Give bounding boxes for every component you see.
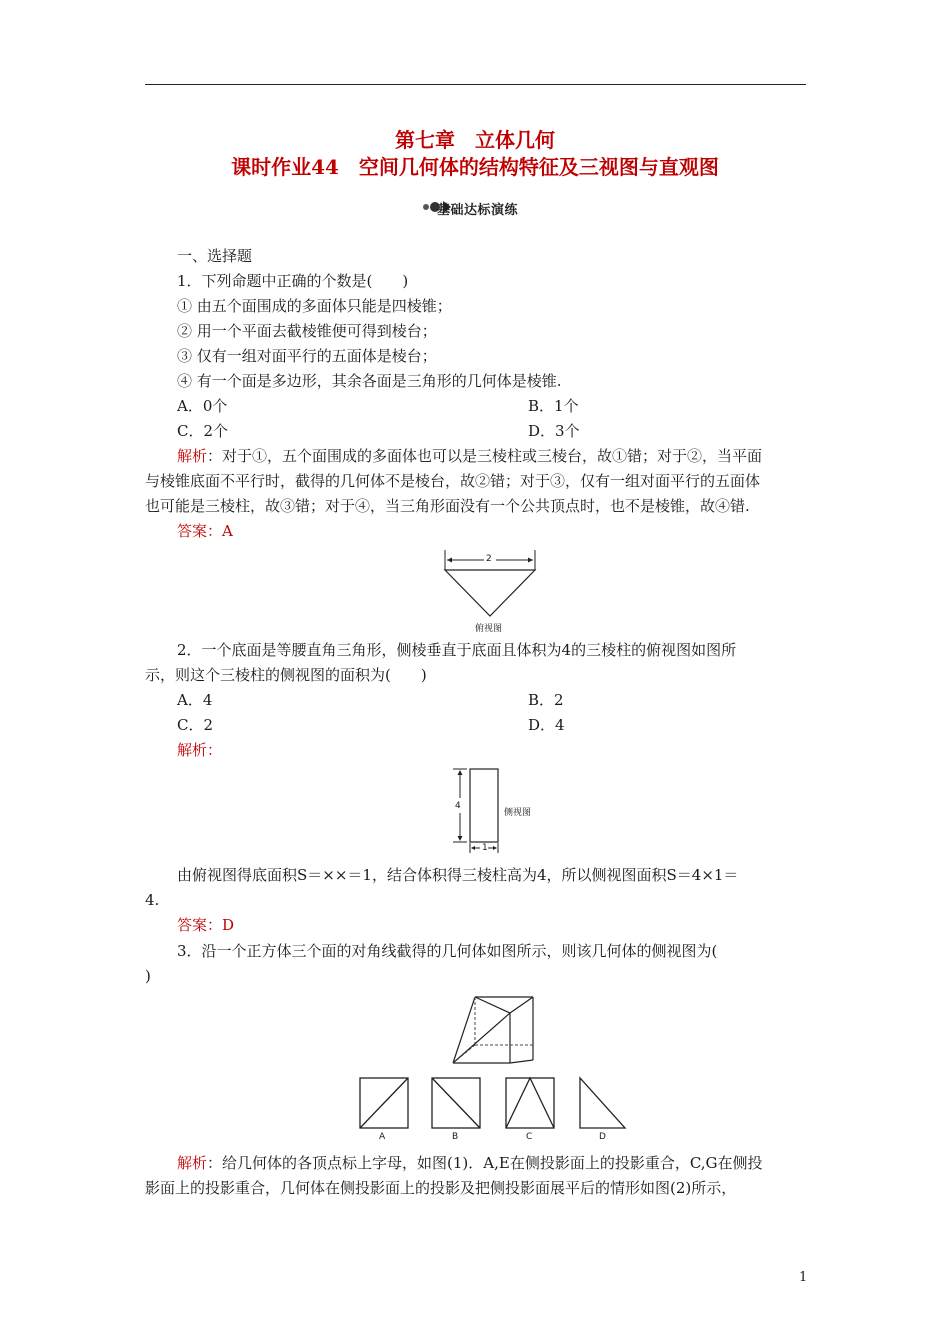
q1-option-b: B．1个 bbox=[528, 397, 579, 415]
q1-analysis-label: 解析 bbox=[177, 447, 208, 465]
q2-solution-line-1: 由俯视图得底面积S＝××＝1，结合体积得三棱柱高为4，所以侧视图面积S＝4×1＝ bbox=[177, 866, 739, 884]
q2-option-a: A．4 bbox=[177, 691, 213, 709]
solid-figure bbox=[445, 995, 545, 1067]
q1-item-3: ③ 仅有一组对面平行的五面体是棱台； bbox=[177, 347, 437, 365]
section-banner: 基础达标演练 bbox=[437, 203, 519, 218]
q2-option-b: B．2 bbox=[528, 691, 564, 709]
q2-option-d: D．4 bbox=[528, 716, 565, 734]
side-view-caption: 侧视图 bbox=[504, 808, 532, 818]
q2-stem-line-2: 示，则这个三棱柱的侧视图的面积为( ) bbox=[145, 666, 427, 684]
side-view-width-label: 1 bbox=[482, 843, 488, 853]
choice-d-label: D bbox=[599, 1132, 606, 1142]
q1-item-2: ② 用一个平面去截棱锥便可得到棱台； bbox=[177, 322, 437, 340]
lesson-title: 课时作业44 空间几何体的结构特征及三视图与直观图 bbox=[231, 155, 719, 179]
section-heading: 一、选择题 bbox=[177, 247, 253, 265]
choice-a-label: A bbox=[379, 1132, 386, 1142]
choice-c-label: C bbox=[526, 1132, 533, 1142]
choice-a-shape bbox=[360, 1078, 408, 1128]
q3-analysis-line-2: 影面上的投影重合，几何体在侧投影面上的投影及把侧投影面展平后的情形如图(2)所示， bbox=[145, 1179, 737, 1197]
choice-d-shape bbox=[580, 1078, 625, 1128]
q1-option-a: A．0个 bbox=[177, 397, 228, 415]
choice-b-shape bbox=[432, 1078, 480, 1128]
page-number: 1 bbox=[799, 1270, 808, 1285]
side-view-figure bbox=[450, 767, 510, 855]
side-view-height-label: 4 bbox=[455, 801, 461, 811]
choice-b-label: B bbox=[452, 1132, 459, 1142]
chapter-title: 第七章 立体几何 bbox=[395, 128, 555, 152]
q1-stem: 1．下列命题中正确的个数是( ) bbox=[177, 272, 409, 290]
q1-analysis-line-2: 与棱锥底面不平行时，截得的几何体不是棱台，故②错；对于③，仅有一组对面平行的五面体 bbox=[145, 472, 761, 490]
choice-figures bbox=[355, 1075, 635, 1155]
q3-analysis-text-1: ：给几何体的各顶点标上字母，如图(1)．A,E在侧投影面上的投影重合，C,G在侧投 bbox=[207, 1154, 763, 1172]
q1-analysis-text-1: ：对于①，五个面围成的多面体也可以是三棱柱或三棱台，故①错；对于②，当平面 bbox=[207, 447, 763, 465]
q1-item-1: ① 由五个面围成的多面体只能是四棱锥； bbox=[177, 297, 452, 315]
q2-solution-line-2: 4. bbox=[145, 891, 160, 909]
q3-stem-line-1: 3．沿一个正方体三个面的对角线截得的几何体如图所示，则该几何体的侧视图为( bbox=[177, 942, 718, 960]
q3-stem-line-2: ) bbox=[145, 967, 151, 985]
top-view-dim-label: 2 bbox=[486, 554, 492, 564]
q1-analysis-line-1 bbox=[177, 445, 762, 467]
q1-option-c: C．2个 bbox=[177, 422, 229, 440]
choice-c-shape bbox=[506, 1078, 554, 1128]
q3-analysis-line-1 bbox=[177, 1152, 763, 1174]
top-view-caption: 俯视图 bbox=[475, 624, 503, 634]
q1-item-4: ④ 有一个面是多边形，其余各面是三角形的几何体是棱锥. bbox=[177, 372, 562, 390]
q3-analysis-label: 解析 bbox=[177, 1154, 208, 1172]
q2-answer: 答案：D bbox=[177, 916, 235, 934]
q1-option-d: D．3个 bbox=[528, 422, 580, 440]
q2-stem-line-1: 2．一个底面是等腰直角三角形，侧棱垂直于底面且体积为4的三棱柱的俯视图如图所 bbox=[177, 641, 737, 659]
q2-option-c: C．2 bbox=[177, 716, 214, 734]
q1-answer: 答案：A bbox=[177, 522, 233, 540]
q1-analysis-line-3: 也可能是三棱柱，故③错；对于④，当三角形面没有一个公共顶点时，也不是棱锥，故④错. bbox=[145, 497, 750, 515]
q2-analysis-label: 解析： bbox=[177, 741, 223, 759]
top-rule bbox=[145, 84, 806, 85]
